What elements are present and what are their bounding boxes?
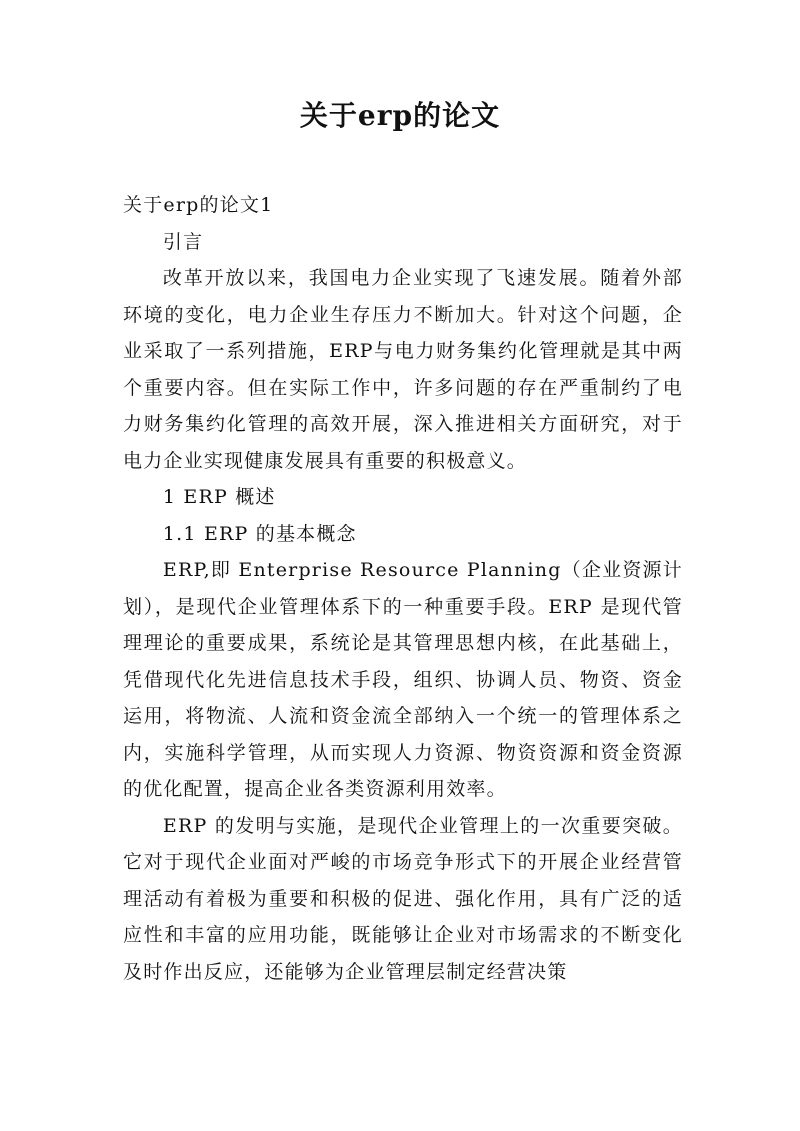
heading-erp-overview: 1 ERP 概述 xyxy=(162,486,276,508)
paragraph-introduction: 改革开放以来，我国电力企业实现了飞速发展。随着外部环境的变化，电力企业生存压力不断加大。针对这个问题，企业采取了一系列措施，ERP与电力财务集约化管理就是其中两个重要内容。但在实际工作中，许多问题的存在严重制约了电力财务集约化管理的高效开展，深入推进相关方面研究，对于电力企业实现健康发展具有重要的积极意义。 xyxy=(123,267,683,472)
document-body xyxy=(123,187,683,990)
paragraph-erp-significance: ERP 的发明与实施，是现代企业管理上的一次重要突破。它对于现代企业面对严峻的市场竞争形式下的开展企业经营管理活动有着极为重要和积极的促进、强化作用，具有广泛的适应性和丰富的应用功能，既能够让企业对市场需求的不断变化及时作出反应，还能够为企业管理层制定经营决策 xyxy=(123,814,683,983)
section-heading: 关于erp的论文1 xyxy=(123,194,274,216)
subheading-introduction: 引言 xyxy=(162,230,204,253)
paragraph-erp-definition: ERP,即 Enterprise Resource Planning（企业资源计划），是现代企业管理体系下的一种重要手段。ERP 是现代管理理论的重要成果，系统论是其管理思想内核，在此基础上，凭借现代化先进信息技术手段，组织、协调人员、物资、资金运用，将物流、人流和资金流全部纳入一个统一的管理体系之内，实施科学管理，从而实现人力资源、物资资源和资金资源的优化配置，提高企业各类资源利用效率。 xyxy=(123,559,683,800)
document-title: 关于erp的论文 xyxy=(299,99,501,132)
heading-erp-basic-concept: 1.1 ERP 的基本概念 xyxy=(162,522,357,545)
